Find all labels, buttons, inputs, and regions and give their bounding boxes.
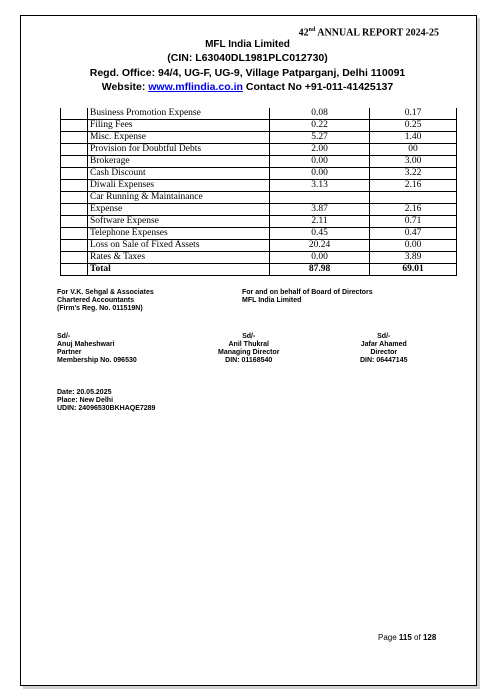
company-name: MFL India Limited xyxy=(205,39,290,50)
auditor-firm-block: For V.K. Sehgal & Associates Chartered Accountants (Firm's Reg. No. 011519N) xyxy=(57,289,154,312)
row-spacer-cell xyxy=(61,180,88,192)
current-year-value: 20.24 xyxy=(270,240,370,252)
website-link[interactable]: www.mflindia.co.in xyxy=(148,81,243,93)
page-shadow-bottom xyxy=(23,686,480,689)
row-spacer-cell xyxy=(61,192,88,204)
expense-label: Rates & Taxes xyxy=(88,252,270,264)
previous-year-value xyxy=(370,192,457,204)
row-spacer-cell xyxy=(61,132,88,144)
row-spacer-cell xyxy=(61,120,88,132)
expense-label: Business Promotion Expense xyxy=(88,108,270,120)
current-year-value: 5.27 xyxy=(270,132,370,144)
current-year-value: 3.87 xyxy=(270,204,370,216)
row-spacer-cell xyxy=(61,228,88,240)
table-row xyxy=(61,168,457,180)
expense-label: Filing Fees xyxy=(88,120,270,132)
registered-office: Regd. Office: 94/4, UG-F, UG-9, Village Patparganj, Delhi 110091 xyxy=(89,67,406,79)
previous-year-value: 00 xyxy=(370,144,457,156)
row-spacer-cell xyxy=(61,264,88,276)
md-signature: Sd/- Anil Thukral Managing Director DIN: 01168540 xyxy=(218,333,280,364)
table-row xyxy=(61,108,457,120)
auditor-signature: Sd/- Anuj Maheshwari Partner Membership No. 096530 xyxy=(57,333,137,364)
previous-year-value: 0.47 xyxy=(370,228,457,240)
total-previous: 69.01 xyxy=(370,264,457,276)
previous-year-value: 2.16 xyxy=(370,180,457,192)
previous-year-value: 3.22 xyxy=(370,168,457,180)
expense-label: Brokerage xyxy=(88,156,270,168)
expense-label: Provision for Doubtful Debts xyxy=(88,144,270,156)
row-spacer-cell xyxy=(61,252,88,264)
total-current: 87.98 xyxy=(270,264,370,276)
row-spacer-cell xyxy=(61,108,88,120)
expense-label: Diwali Expenses xyxy=(88,180,270,192)
table-row xyxy=(61,120,457,132)
table-row xyxy=(61,192,457,204)
director-signature: Sd/- Jafar Ahamed Director DIN: 06447145 xyxy=(360,333,408,364)
current-year-value: 0.00 xyxy=(270,156,370,168)
previous-year-value: 0.17 xyxy=(370,108,457,120)
current-year-value: 0.00 xyxy=(270,168,370,180)
expense-label: Car Running & Maintainance xyxy=(88,192,270,204)
current-year-value: 0.08 xyxy=(270,108,370,120)
previous-year-value: 0.25 xyxy=(370,120,457,132)
previous-year-value: 1.40 xyxy=(370,132,457,144)
row-spacer-cell xyxy=(61,144,88,156)
table-row xyxy=(61,252,457,264)
current-year-value: 0.45 xyxy=(270,228,370,240)
table-row xyxy=(61,156,457,168)
row-spacer-cell xyxy=(61,168,88,180)
previous-year-value: 0.00 xyxy=(370,240,457,252)
current-year-value: 2.11 xyxy=(270,216,370,228)
table-row xyxy=(61,228,457,240)
date-place-block: Date: 20.05.2025 Place: New Delhi UDIN: 24096530BKHAQE7289 xyxy=(57,389,156,412)
page-shadow-right xyxy=(477,18,480,689)
expense-label: Cash Discount xyxy=(88,168,270,180)
row-spacer-cell xyxy=(61,156,88,168)
row-spacer-cell xyxy=(61,240,88,252)
current-year-value xyxy=(270,192,370,204)
board-block: For and on behalf of Board of Directors MFL India Limited xyxy=(242,289,373,304)
current-year-value: 0.22 xyxy=(270,120,370,132)
current-year-value: 2.00 xyxy=(270,144,370,156)
total-row xyxy=(61,264,457,276)
page-number: Page 115 of 128 xyxy=(378,633,437,642)
previous-year-value: 3.89 xyxy=(370,252,457,264)
previous-year-value: 0.71 xyxy=(370,216,457,228)
table-row xyxy=(61,216,457,228)
row-spacer-cell xyxy=(61,216,88,228)
table-row xyxy=(61,144,457,156)
table-row xyxy=(61,204,457,216)
current-year-value: 3.13 xyxy=(270,180,370,192)
current-year-value: 0.00 xyxy=(270,252,370,264)
total-label: Total xyxy=(88,264,270,276)
table-row xyxy=(61,240,457,252)
website-contact-line: Website: www.mflindia.co.in Contact No +91-011-41425137 xyxy=(101,81,394,93)
expense-label: Misc. Expense xyxy=(88,132,270,144)
expense-label: Expense xyxy=(88,204,270,216)
expense-label: Loss on Sale of Fixed Assets xyxy=(88,240,270,252)
expenses-table xyxy=(60,108,457,276)
previous-year-value: 2.16 xyxy=(370,204,457,216)
company-cin: (CIN: L63040DL1981PLC012730) xyxy=(167,52,328,64)
row-spacer-cell xyxy=(61,204,88,216)
table-row xyxy=(61,180,457,192)
table-row xyxy=(61,132,457,144)
expense-label: Software Expense xyxy=(88,216,270,228)
report-title: 42nd ANNUAL REPORT 2024-25 xyxy=(298,27,439,39)
previous-year-value: 3.00 xyxy=(370,156,457,168)
expense-label: Telephone Expenses xyxy=(88,228,270,240)
